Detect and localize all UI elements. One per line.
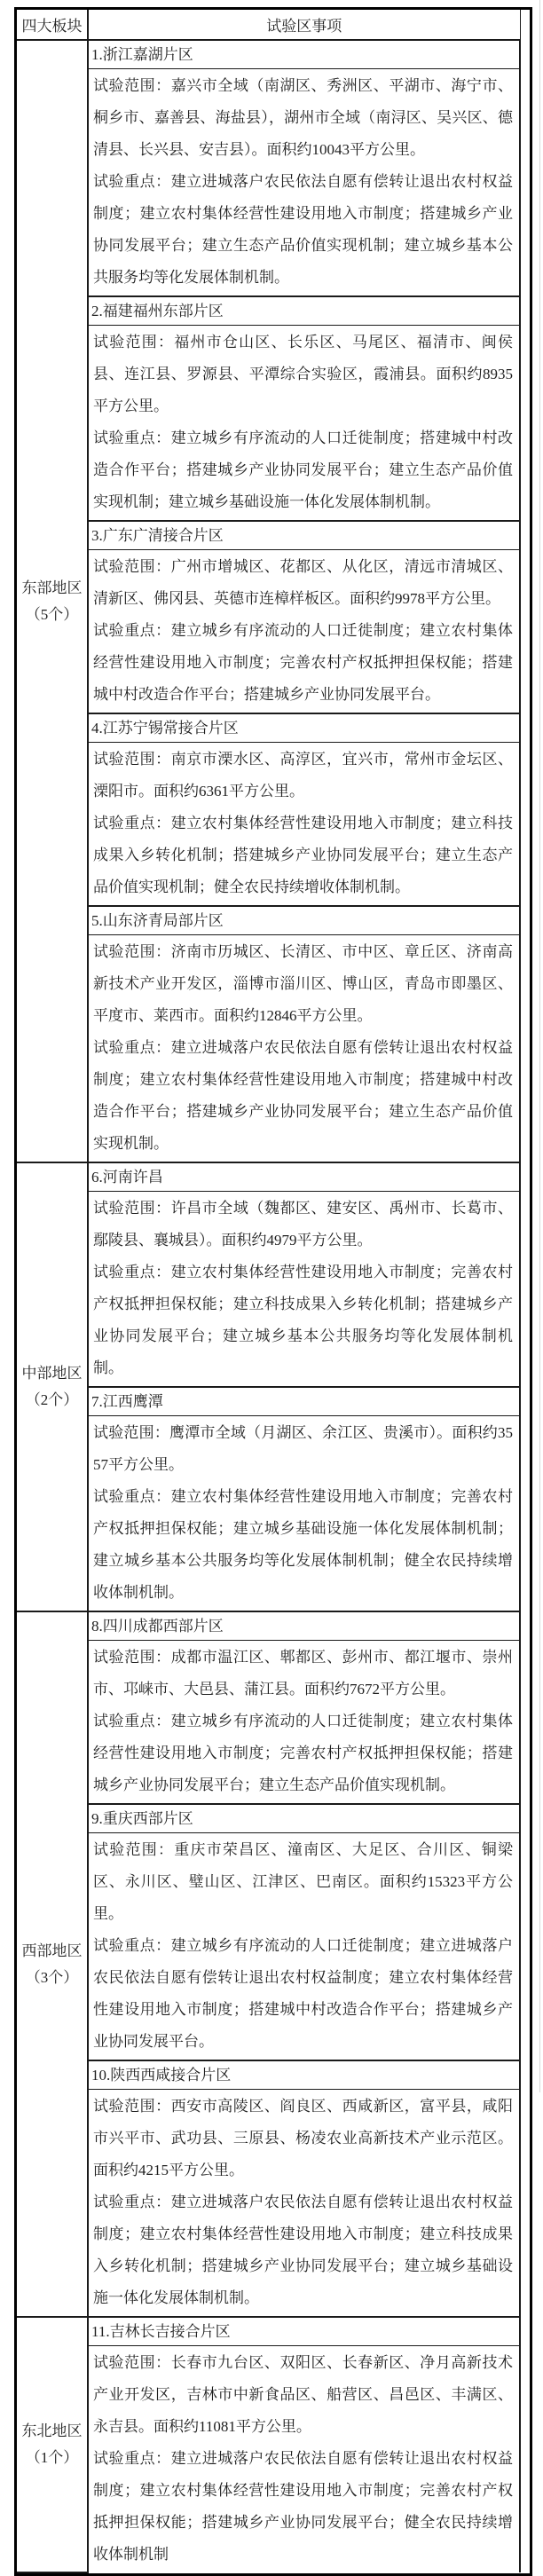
header-cell-region: 四大板块 [17, 10, 88, 40]
item-content-row [17, 1833, 520, 2061]
focus-paragraph: 试验重点：建立农村集体经营性建设用地入市制度；完善农村产权抵押担保权能；建立科技成果入乡转化机制；搭建城乡产业协同发展平台；建立城乡基本公共服务均等化发展体制机制。 [93, 1264, 513, 1376]
item-content-cell [88, 550, 520, 714]
scope-paragraph: 试验范围：重庆市荣昌区、潼南区、大足区、合川区、铜梁区、永川区、璧山区、江津区、巴南区。面积约15323平方公里。 [93, 1841, 513, 1922]
item-content-row [17, 2090, 520, 2318]
item-content-cell [88, 2346, 520, 2573]
region-cell [17, 2317, 88, 2572]
scope-paragraph: 试验范围：广州市增城区、花都区、从化区，清远市清城区、清新区、佛冈县、英德市连樟样板区。面积约9978平方公里。 [93, 558, 513, 607]
item-content-row [17, 935, 520, 1163]
table-header-row [17, 10, 520, 40]
scope-paragraph: 试验范围：许昌市全域（魏都区、建安区、禹州市、长葛市、鄢陵县、襄城县）。面积约4979平方公里。 [93, 1200, 513, 1249]
region-count: （5个） [25, 605, 79, 623]
item-content-row [17, 326, 520, 522]
item-content-row [17, 1192, 520, 1388]
item-content-cell [88, 1641, 520, 1805]
item-content-row [17, 1416, 520, 1612]
region-cell [17, 40, 88, 1162]
region-name: 东北地区 [21, 2422, 83, 2439]
focus-paragraph: 试验重点：建立进城落户农民依法自愿有偿转让退出农村权益制度；建立农村集体经营性建设用地入市制度；建立科技成果入乡转化机制；搭建城乡产业协同发展平台；建立城乡基础设施一体化发展体制机制。 [93, 2194, 513, 2306]
item-content-row [17, 69, 520, 297]
item-title-row [17, 2317, 520, 2346]
scope-paragraph: 试验范围：南京市溧水区、高淳区，宜兴市，常州市金坛区、溧阳市。面积约6361平方公里。 [93, 751, 513, 800]
scope-paragraph: 试验范围：嘉兴市全域（南湖区、秀洲区、平湖市、海宁市、桐乡市、嘉善县、海盐县），湖州市全域（南浔区、吴兴区、德清县、长兴县、安吉县）。面积约10043平方公里。 [93, 77, 513, 158]
item-content-row [17, 1641, 520, 1805]
region-count: （3个） [25, 1968, 79, 1986]
page-edge-divider [539, 0, 540, 2092]
focus-paragraph: 试验重点：建立进城落户农民依法自愿有偿转让退出农村权益制度；建立农村集体经营性建设用地入市制度；搭建城中村改造合作平台；搭建城乡产业协同发展平台；建立生态产品价值实现机制。 [93, 1039, 513, 1152]
item-content-cell [88, 69, 520, 297]
item-title: 3.广东广清接合片区 [88, 521, 520, 550]
focus-paragraph: 试验重点：建立农村集体经营性建设用地入市制度；建立科技成果入乡转化机制；搭建城乡产业协同发展平台；建立生态产品价值实现机制；健全农民持续增收体制机制。 [93, 815, 513, 895]
item-title: 10.陕西西咸接合片区 [88, 2060, 520, 2090]
focus-paragraph: 试验重点：建立城乡有序流动的人口迁徙制度；建立农村集体经营性建设用地入市制度；完善农村产权抵押担保权能；搭建城中村改造合作平台；搭建城乡产业协同发展平台。 [93, 622, 513, 703]
focus-paragraph: 试验重点：建立城乡有序流动的人口迁徙制度；搭建城中村改造合作平台；搭建城乡产业协同发展平台；建立生态产品价值实现机制；建立城乡基础设施一体化发展体制机制。 [93, 429, 513, 510]
item-title-row [17, 1611, 520, 1641]
focus-paragraph: 试验重点：建立农村集体经营性建设用地入市制度；完善农村产权抵押担保权能；建立城乡基础设施一体化发展体制机制；建立城乡基本公共服务均等化发展体制机制；健全农民持续增收体制机制。 [93, 1488, 513, 1601]
focus-paragraph: 试验重点：建立城乡有序流动的人口迁徙制度；建立农村集体经营性建设用地入市制度；完善农村产权抵押担保权能；搭建城乡产业协同发展平台；建立生态产品价值实现机制。 [93, 1713, 513, 1793]
region-cell [17, 1611, 88, 2317]
region-name: 东部地区 [21, 579, 83, 596]
scope-paragraph: 试验范围：西安市高陵区、阎良区、西咸新区，富平县，咸阳市兴平市、武功县、三原县、杨凌农业高新技术产业示范区。面积约4215平方公里。 [93, 2098, 513, 2178]
item-title-row [17, 2060, 520, 2090]
header-cell-items: 试验区事项 [88, 10, 520, 40]
item-content-row [17, 2346, 520, 2573]
focus-paragraph: 试验重点：建立城乡有序流动的人口迁徙制度；建立进城落户农民依法自愿有偿转让退出农村权益制度；建立农村集体经营性建设用地入市制度；搭建城中村改造合作平台；搭建城乡产业协同发展平台。 [93, 1937, 513, 2050]
scope-paragraph: 试验范围：济南市历城区、长清区、市中区、章丘区、济南高新技术产业开发区，淄博市淄川区、博山区，青岛市即墨区、平度市、莱西市。面积约12846平方公里。 [93, 943, 513, 1024]
scope-paragraph: 试验范围：长春市九台区、双阳区、长春新区、净月高新技术产业开发区，吉林市中新食品区、船营区、昌邑区、丰满区、永吉县。面积约11081平方公里。 [93, 2354, 513, 2435]
item-title: 2.福建福州东部片区 [88, 296, 520, 326]
item-title: 6.河南许昌 [88, 1162, 520, 1192]
item-title: 8.四川成都西部片区 [88, 1611, 520, 1641]
item-content-cell [88, 743, 520, 907]
item-content-cell [88, 935, 520, 1163]
item-content-row [17, 550, 520, 714]
region-name: 中部地区 [21, 1365, 83, 1382]
pilot-zone-table-wrap [14, 7, 532, 2576]
item-title-row [17, 906, 520, 935]
item-content-cell [88, 2090, 520, 2318]
region-name: 西部地区 [21, 1942, 83, 1959]
region-cell [17, 1162, 88, 1611]
region-count: （1个） [25, 2449, 79, 2466]
item-content-cell [88, 1416, 520, 1612]
scope-paragraph: 试验范围：福州市仓山区、长乐区、马尾区、福清市、闽侯县、连江县、罗源县、平潭综合实验区，霞浦县。面积约8935平方公里。 [93, 334, 513, 414]
item-title-row [17, 1387, 520, 1416]
scope-paragraph: 试验范围：成都市温江区、郫都区、彭州市、都江堰市、崇州市、邛崃市、大邑县、蒲江县。面积约7672平方公里。 [93, 1649, 513, 1698]
item-title-row [17, 40, 520, 69]
scope-paragraph: 试验范围：鹰潭市全域（月湖区、余江区、贵溪市）。面积约3557平方公里。 [93, 1424, 513, 1473]
item-title-row [17, 296, 520, 326]
item-title: 4.江苏宁锡常接合片区 [88, 713, 520, 743]
region-table-body [17, 40, 520, 2572]
pilot-zone-table [17, 10, 521, 2573]
item-title: 11.吉林长吉接合片区 [88, 2317, 520, 2346]
focus-paragraph: 试验重点：建立进城落户农民依法自愿有偿转让退出农村权益制度；建立农村集体经营性建设用地入市制度；搭建城乡产业协同发展平台；建立生态产品价值实现机制；建立城乡基本公共服务均等化发展体制机制。 [93, 173, 513, 286]
item-title-row [17, 1804, 520, 1833]
region-count: （2个） [25, 1391, 79, 1408]
item-content-cell [88, 1833, 520, 2061]
focus-paragraph: 试验重点：建立进城落户农民依法自愿有偿转让退出农村权益制度；建立农村集体经营性建设用地入市制度；完善农村产权抵押担保权能；搭建城乡产业协同发展平台；健全农民持续增收体制机制 [93, 2450, 513, 2563]
item-content-row [17, 743, 520, 907]
item-title-row [17, 521, 520, 550]
item-title-row [17, 1162, 520, 1192]
item-title: 9.重庆西部片区 [88, 1804, 520, 1833]
item-content-cell [88, 326, 520, 522]
item-content-cell [88, 1192, 520, 1388]
item-title: 7.江西鹰潭 [88, 1387, 520, 1416]
item-title: 5.山东济青局部片区 [88, 906, 520, 935]
item-title: 1.浙江嘉湖片区 [88, 40, 520, 69]
item-title-row [17, 713, 520, 743]
